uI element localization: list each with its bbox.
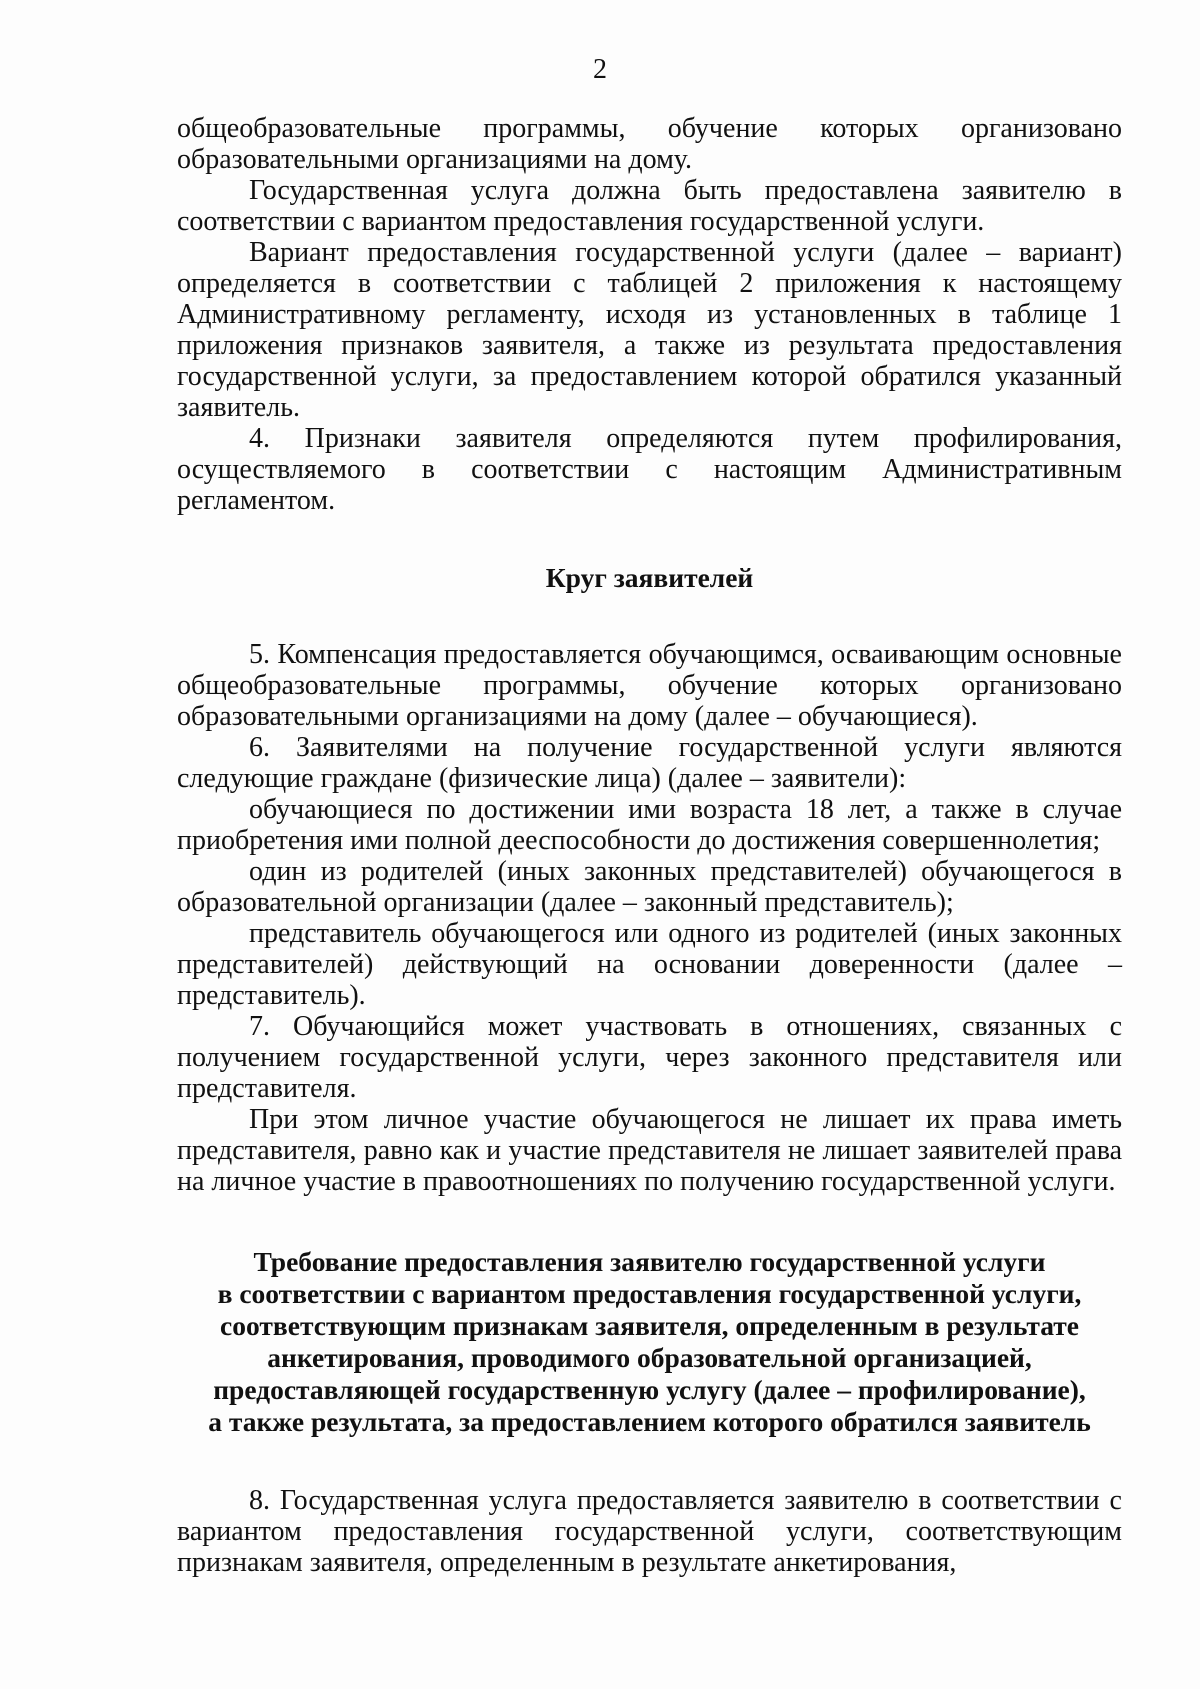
paragraph-applicant-students: обучающиеся по достижении ими возраста 18 лет, а также в случае приобретения ими полной дееспособности до достижения совершеннолетия;	[177, 794, 1122, 856]
heading-line: а также результата, за предоставлением которого обратился заявитель	[208, 1406, 1091, 1437]
section-heading-requirement	[177, 1246, 1122, 1438]
paragraph-item-8: 8. Государственная услуга предоставляется заявителю в соответствии с вариантом предоставления государственной услуги, соответствующим признакам заявителя, определенным в результате анкетирования,	[177, 1485, 1122, 1578]
heading-line: в соответствии с вариантом предоставления государственной услуги,	[217, 1278, 1082, 1309]
page-number: 2	[593, 54, 607, 85]
paragraph-variant-definition: Вариант предоставления государственной услуги (далее – вариант) определяется в соответствии с таблицей 2 приложения к настоящему Административному регламенту, исходя из установленных в таблице 1 приложения признаков заявителя, а также из результата предоставления государственной услуги, за предоставлением которой обратился указанный заявитель.	[177, 237, 1122, 423]
paragraph-applicant-representative: представитель обучающегося или одного из родителей (иных законных представителей) действующий на основании доверенности (далее – представитель).	[177, 918, 1122, 1011]
paragraph-service-variant: Государственная услуга должна быть предоставлена заявителю в соответствии с вариантом предоставления государственной услуги.	[177, 175, 1122, 237]
paragraph-continuation: общеобразовательные программы, обучение которых организовано образовательными организациями на дому.	[177, 113, 1122, 175]
document-body	[177, 113, 1122, 1578]
paragraph-item-6: 6. Заявителями на получение государственной услуги являются следующие граждане (физические лица) (далее – заявители):	[177, 732, 1122, 794]
heading-line: Требование предоставления заявителю государственной услуги	[253, 1246, 1046, 1277]
heading-line: соответствующим признакам заявителя, определенным в результате	[220, 1310, 1079, 1341]
section-heading-applicants: Круг заявителей	[545, 562, 754, 593]
paragraph-item-4: 4. Признаки заявителя определяются путем профилирования, осуществляемого в соответствии с настоящим Административным регламентом.	[177, 423, 1122, 516]
paragraph-applicant-parent: один из родителей (иных законных представителей) обучающегося в образовательной организации (далее – законный представитель);	[177, 856, 1122, 918]
paragraph-item-7: 7. Обучающийся может участвовать в отношениях, связанных с получением государственной услуги, через законного представителя или представителя.	[177, 1011, 1122, 1104]
paragraph-personal-participation: При этом личное участие обучающегося не лишает их права иметь представителя, равно как и участие представителя не лишает заявителей права на личное участие в правоотношениях по получению государственной услуги.	[177, 1104, 1122, 1197]
heading-line: анкетирования, проводимого образовательной организацией,	[267, 1342, 1032, 1373]
heading-line: предоставляющей государственную услугу (далее – профилирование),	[213, 1374, 1086, 1405]
paragraph-item-5: 5. Компенсация предоставляется обучающимся, осваивающим основные общеобразовательные программы, обучение которых организовано образовательными организациями на дому (далее – обучающиеся).	[177, 639, 1122, 732]
